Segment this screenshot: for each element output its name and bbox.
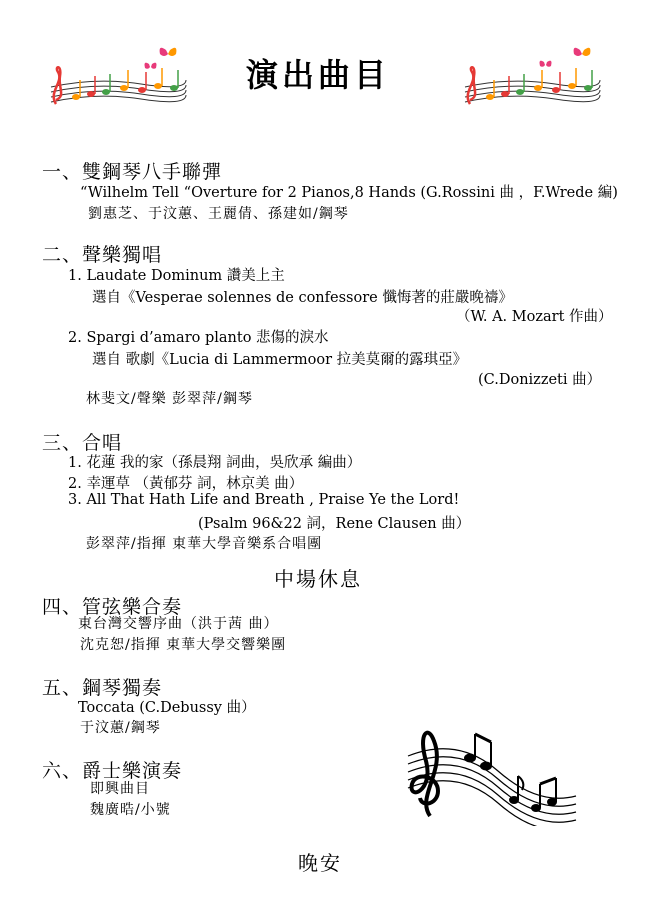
section-2-item-1-title: 1. Laudate Dominum 讚美上主 xyxy=(68,268,285,284)
section-2-item-2-credit: (C.Donizzeti 曲） xyxy=(478,372,602,388)
butterfly-icon xyxy=(145,48,177,69)
section-6-heading: 六、爵士樂演奏 xyxy=(42,760,183,782)
butterfly-icon xyxy=(540,48,591,67)
section-1-piece: “Wilhelm Tell “Overture for 2 Pianos,8 Hands (G.Rossini 曲 ，F.Wrede 編) xyxy=(80,185,618,201)
closing-text: 晚安 xyxy=(298,851,342,875)
section-6-piece: 即興曲目 xyxy=(90,781,150,797)
section-4-performers: 沈克恕/指揮 東華大學交響樂團 xyxy=(80,637,287,653)
section-3-heading: 三、合唱 xyxy=(42,432,123,454)
section-3-item-3-credit: (Psalm 96&22 詞，Rene Clausen 曲） xyxy=(198,516,471,532)
section-2-performers: 林斐文/聲樂 彭翠萍/鋼琴 xyxy=(86,391,253,407)
section-5-performers: 于汶蕙/鋼琴 xyxy=(80,720,161,736)
intermission-label: 中場休息 xyxy=(274,567,362,591)
section-2-heading: 二、聲樂獨唱 xyxy=(42,244,163,266)
section-4-piece: 東台灣交響序曲（洪于茜 曲） xyxy=(78,616,279,632)
section-1-heading: 一、雙鋼琴八手聯彈 xyxy=(42,161,223,183)
section-5-heading: 五、鋼琴獨奏 xyxy=(42,677,163,699)
section-1-performers: 劉惠芝、于汶蕙、王麗倩、孫建如/鋼琴 xyxy=(88,206,349,222)
section-2-item-1-from: 選自《Vesperae solennes de confessore 懺悔著的莊嚴晚禱》 xyxy=(92,290,513,306)
treble-clef-icon xyxy=(398,716,580,826)
section-2-item-1-credit: （W. A. Mozart 作曲） xyxy=(456,309,613,325)
section-2-item-2-title: 2. Spargi d’amaro planto 悲傷的淚水 xyxy=(68,330,329,346)
music-notes-decoration-icon-right xyxy=(460,42,605,112)
section-4-heading: 四、管弦樂合奏 xyxy=(42,596,183,618)
section-3-performers: 彭翠萍/指揮 東華大學音樂系合唱團 xyxy=(86,536,323,552)
section-2-item-2-from: 選自 歌劇《Lucia di Lammermoor 拉美莫爾的露琪亞》 xyxy=(92,352,468,368)
section-5-piece: Toccata (C.Debussy 曲） xyxy=(78,700,256,716)
section-3-item-3: 3. All That Hath Life and Breath , Praise Ye the Lord! xyxy=(68,492,460,508)
section-6-performers: 魏廣晧/小號 xyxy=(90,802,171,818)
section-3-item-2: 2. 幸運草 （黃郁芬 詞，林京美 曲） xyxy=(68,476,304,492)
music-notes-decoration-icon-left xyxy=(46,42,191,112)
page-title: 演出曲目 xyxy=(246,56,391,94)
section-3-item-1: 1. 花蓮 我的家（孫晨翔 詞曲，吳欣承 編曲） xyxy=(68,455,362,471)
